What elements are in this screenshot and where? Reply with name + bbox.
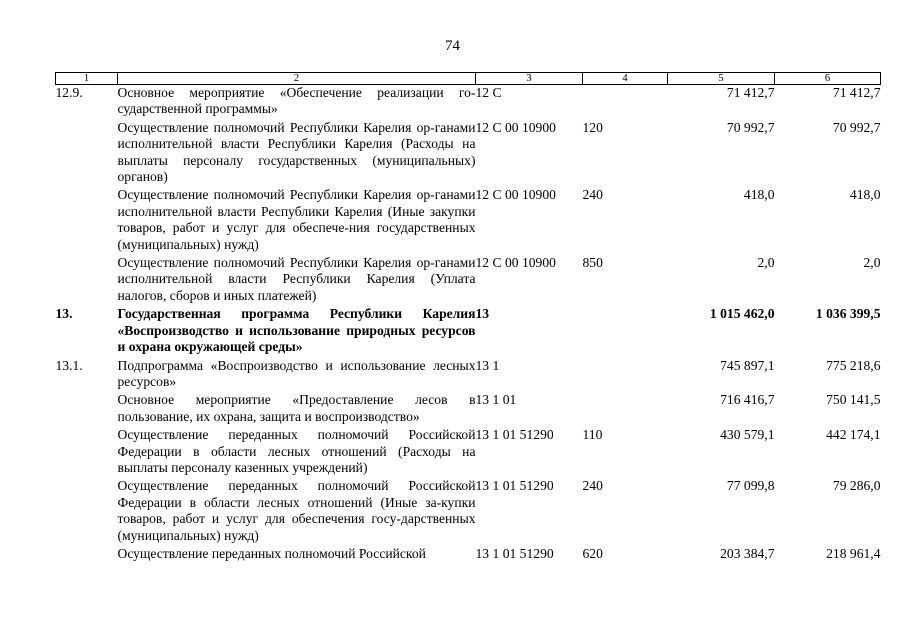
row-number: [56, 392, 118, 427]
row-amount-2: 442 174,1: [826, 427, 881, 443]
row-amount-1: 203 384,7: [720, 545, 775, 561]
column-header-5: 5: [668, 73, 775, 85]
row-name: Основное мероприятие «Обеспечение реализации го-сударственной программы»: [117, 85, 476, 117]
row-code: 13 1: [475, 357, 500, 373]
column-header-4: 4: [583, 73, 668, 85]
row-code: 12 С 00 10900: [475, 119, 556, 135]
table-row: [56, 427, 881, 478]
column-header-3: 3: [476, 73, 583, 85]
row-number: [56, 478, 118, 546]
row-amount-1: 77 099,8: [726, 478, 775, 494]
row-amount-1: 71 412,7: [726, 85, 775, 100]
row-number: 13.1.: [55, 357, 83, 373]
row-name: Подпрограмма «Воспроизводство и использование лесных ресурсов»: [117, 357, 476, 389]
table-row: [56, 478, 881, 546]
row-amount-1: 2,0: [757, 255, 775, 271]
row-number: 13.: [55, 306, 73, 322]
row-name: Осуществление полномочий Республики Карелия ор-ганами исполнительной власти Республики Карелия (Иные закупки товаров, работ и услуг для обеспече-ния государственных (муниципальных) нужд): [117, 187, 476, 252]
row-amount-2: 750 141,5: [826, 392, 881, 408]
row-amount-2: 218 961,4: [826, 545, 881, 561]
row-amount-2: 775 218,6: [826, 357, 881, 373]
row-amount-2: 71 412,7: [832, 85, 881, 100]
row-expense-type: [583, 306, 668, 357]
row-amount-2: 1 036 399,5: [815, 306, 881, 322]
row-amount-1: 745 897,1: [720, 357, 775, 373]
column-header-1: 1: [56, 73, 118, 85]
row-expense-type: 620: [582, 545, 603, 561]
row-amount-2: 418,0: [849, 187, 881, 203]
row-name: Осуществление переданных полномочий Российской: [117, 545, 426, 561]
table-row: [56, 85, 881, 120]
row-amount-1: 418,0: [743, 187, 775, 203]
row-number: [56, 255, 118, 306]
row-expense-type: 240: [582, 187, 603, 203]
row-amount-1: 430 579,1: [720, 427, 775, 443]
table-row: [56, 255, 881, 306]
row-amount-1: 1 015 462,0: [709, 306, 775, 322]
row-number: [56, 427, 118, 478]
row-expense-type: [583, 358, 668, 393]
row-amount-2: 70 992,7: [832, 119, 881, 135]
row-expense-type: 850: [582, 255, 603, 271]
table-row: [56, 546, 881, 564]
row-code: 13: [475, 306, 490, 322]
table-row: [56, 120, 881, 188]
row-amount-1: 716 416,7: [720, 392, 775, 408]
row-number: [56, 187, 118, 255]
row-expense-type: 120: [582, 119, 603, 135]
table-body: [56, 85, 881, 565]
row-code: 13 1 01 51290: [475, 545, 554, 561]
row-name: Осуществление переданных полномочий Российской Федерации в области лесных отношений (Расходы на выплаты персоналу казенных учреждений): [117, 427, 476, 475]
row-number: [56, 120, 118, 188]
column-header-6: 6: [775, 73, 881, 85]
row-number: [56, 546, 118, 564]
row-code: 13 1 01 51290: [475, 427, 554, 443]
row-code: 12 С 00 10900: [475, 255, 556, 271]
row-number: 12.9.: [55, 85, 83, 100]
row-code: 12 С: [475, 85, 502, 100]
table-row: [56, 392, 881, 427]
row-expense-type: 110: [582, 427, 603, 443]
table-row-program: [56, 306, 881, 357]
row-name: Государственная программа Республики Карелия «Воспроизводство и использование природных ресурсов и охрана окружающей среды»: [117, 306, 476, 355]
row-name: Осуществление полномочий Республики Карелия ор-ганами исполнительной власти Республики Карелия (Уплата налогов, сборов и иных платежей): [117, 255, 476, 303]
row-expense-type: [583, 392, 668, 427]
row-name: Осуществление полномочий Республики Карелия ор-ганами исполнительной власти Республики Карелия (Расходы на выплаты персоналу государственных (муниципальных) органов): [117, 119, 476, 185]
budget-table: [55, 72, 881, 564]
row-name: Осуществление переданных полномочий Российской Федерации в области лесных отношений (Иные за-купки товаров, работ и услуг для обеспечения госу-дарственных (муниципальных) нужд): [117, 478, 476, 543]
table-row: [56, 187, 881, 255]
table-header-row: [56, 73, 881, 85]
page-number: 74: [445, 38, 460, 54]
row-expense-type: [583, 85, 668, 120]
row-amount-1: 70 992,7: [726, 119, 775, 135]
column-header-2: 2: [118, 73, 476, 85]
row-code: 13 1 01: [475, 392, 517, 408]
table-row: [56, 358, 881, 393]
row-code: 13 1 01 51290: [475, 478, 554, 494]
row-expense-type: 240: [582, 478, 603, 494]
row-name: Основное мероприятие «Предоставление лесов в пользование, их охрана, защита и воспроизводство»: [117, 392, 476, 424]
row-amount-2: 79 286,0: [832, 478, 881, 494]
row-code: 12 С 00 10900: [475, 187, 556, 203]
row-amount-2: 2,0: [863, 255, 881, 271]
